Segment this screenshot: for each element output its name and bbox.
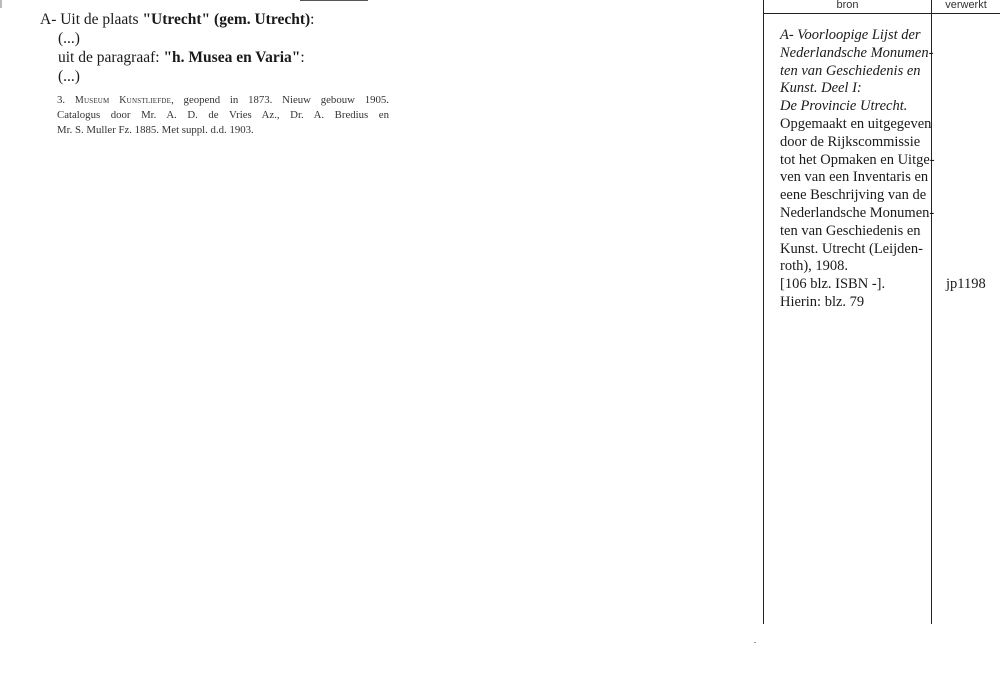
ellipsis-2: (...) <box>58 68 80 85</box>
source-detail-line: [106 blz. ISBN -]. <box>780 276 886 293</box>
excerpt-line-3: Mr. S. Muller Fz. 1885. Met suppl. d.d. 1903. <box>57 124 254 136</box>
excerpt-number: 3. <box>57 94 66 106</box>
scanned-excerpt <box>57 93 389 138</box>
place-heading-suffix: : <box>310 11 315 28</box>
source-detail-line: tot het Opmaken en Uitge- <box>780 151 935 168</box>
source-detail-line: roth), 1908. <box>780 258 849 275</box>
excerpt-line-2: Catalogus door Mr. A. D. de Vries Az., Dr. A. Bredius en <box>57 109 389 121</box>
paragraph-heading-suffix: : <box>300 49 305 66</box>
source-title-line: Kunst. Deel I: <box>780 80 862 97</box>
source-title-line: De Provincie Utrecht. <box>780 98 908 115</box>
place-heading <box>40 10 760 29</box>
paragraph-name: "h. Musea en Varia" <box>163 49 301 66</box>
source-detail-line: Opgemaakt en uitgegeven <box>780 115 932 132</box>
source-title-line: ten van Geschiedenis en <box>780 62 921 79</box>
excerpt-line-1-rest: , geopend in 1873. Nieuw gebouw 1905. <box>171 94 389 106</box>
excerpt-line-1 <box>57 93 389 108</box>
paragraph-heading <box>40 48 760 67</box>
processed-code: jp1198 <box>946 276 986 292</box>
source-detail-line: Nederlandsche Monumen- <box>780 204 935 221</box>
scan-speck <box>754 642 756 643</box>
source-detail-line: ven van een Inventaris en <box>780 169 929 186</box>
citation-block <box>40 10 760 138</box>
source-detail-line: ten van Geschiedenis en <box>780 222 921 239</box>
source-title-line: Nederlandsche Monumen- <box>780 44 934 61</box>
scan-artifact-line <box>300 0 368 1</box>
column-header-verwerkt: verwerkt <box>945 0 987 11</box>
museum-name: Museum Kunstliefde <box>74 95 172 106</box>
source-detail-line: Hierin: blz. 79 <box>780 293 865 310</box>
source-title-line: A- Voorloopige Lijst der <box>780 27 921 43</box>
ellipsis-1: (...) <box>58 30 80 47</box>
place-heading-prefix: A- Uit de plaats <box>40 11 143 28</box>
table-header-rule <box>763 13 1000 14</box>
source-detail-line: door de Rijkscommissie <box>780 133 921 150</box>
place-name: "Utrecht" (gem. Utrecht) <box>142 11 311 28</box>
source-detail-line: Kunst. Utrecht (Leijden- <box>780 240 923 257</box>
scan-artifact-mark <box>0 0 2 8</box>
table-left-border <box>763 0 764 624</box>
source-citation <box>780 27 940 312</box>
source-detail-line: eene Beschrijving van de <box>780 187 927 204</box>
column-header-bron: bron <box>836 0 859 11</box>
paragraph-heading-prefix: uit de paragraaf: <box>58 49 164 66</box>
